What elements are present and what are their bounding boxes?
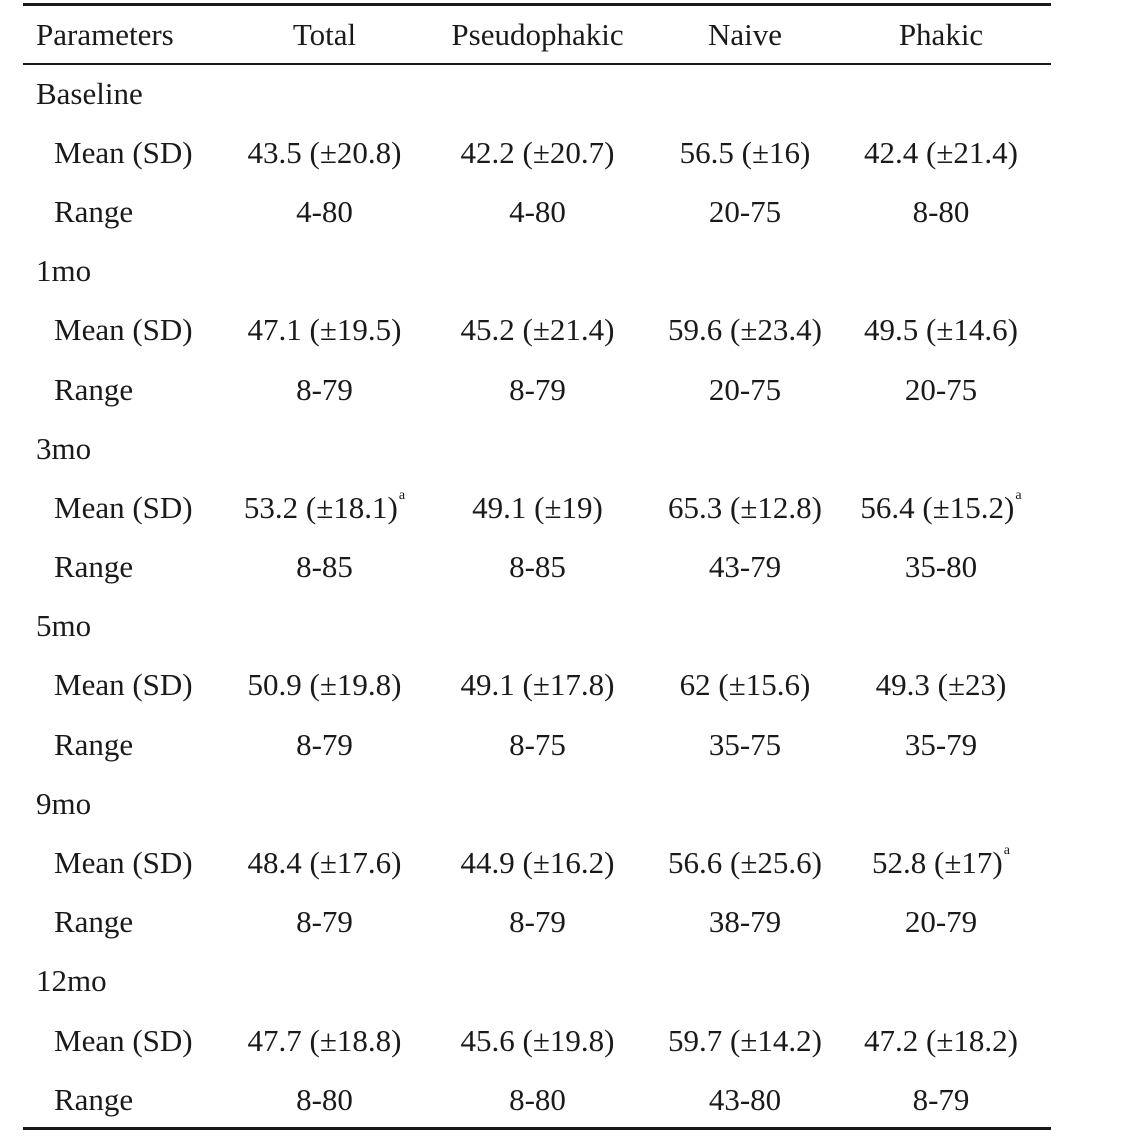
group-row (23, 419, 1051, 478)
mean-cell-phakic (831, 478, 1051, 537)
mean-row-label: Mean (SD) (54, 1022, 193, 1058)
mean-value: 49.1 (±17.8) (460, 667, 615, 703)
group-label: 12mo (36, 963, 107, 999)
range-row (23, 893, 1051, 952)
range-cell-total: 8-79 (296, 371, 353, 407)
mean-value: 49.5 (±14.6) (864, 312, 1018, 348)
mean-row (23, 833, 1051, 892)
mean-value: 44.9 (±16.2) (460, 845, 615, 881)
mean-cell-pseudophakic (416, 123, 659, 182)
range-cell-phakic: 20-75 (904, 371, 978, 407)
mean-value: 56.5 (±16) (679, 134, 811, 170)
range-cell-phakic: 35-79 (904, 726, 978, 762)
mean-value: 49.1 (±19) (472, 489, 603, 525)
mean-cell-phakic (831, 301, 1051, 360)
group-label: 3mo (36, 430, 92, 466)
mean-cell-total (233, 123, 416, 182)
range-cell-pseudophakic: 8-80 (509, 1081, 566, 1117)
range-row (23, 538, 1051, 597)
mean-cell-naive (659, 478, 831, 537)
range-cell-phakic: 8-80 (912, 193, 970, 229)
mean-cell-total (233, 478, 416, 537)
mean-cell-phakic (831, 656, 1051, 715)
mean-value: 53.2 (±18.1) (243, 489, 398, 525)
range-row-label: Range (54, 193, 134, 229)
mean-row-label: Mean (SD) (54, 845, 193, 881)
mean-row (23, 301, 1051, 360)
group-label: 9mo (36, 785, 92, 821)
range-cell-pseudophakic: 8-85 (509, 549, 566, 585)
group-label: 5mo (36, 608, 92, 644)
group-row (23, 774, 1051, 833)
range-cell-pseudophakic: 8-75 (509, 726, 566, 762)
mean-value: 62 (±15.6) (679, 667, 811, 703)
range-cell-phakic: 35-80 (904, 549, 978, 585)
mean-value: 49.3 (±23) (875, 667, 1007, 703)
mean-cell-naive (659, 656, 831, 715)
mean-value: 48.4 (±17.6) (247, 845, 402, 881)
mean-cell-naive (659, 1011, 831, 1070)
mean-cell-total (233, 1011, 416, 1070)
range-cell-naive: 35-75 (708, 726, 782, 762)
column-header-parameters: Parameters (36, 17, 174, 52)
mean-value: 59.6 (±23.4) (668, 312, 822, 348)
column-header-pseudophakic: Pseudophakic (451, 17, 624, 52)
range-row (23, 715, 1051, 774)
group-row (23, 64, 1051, 123)
mean-row-label: Mean (SD) (54, 667, 193, 703)
range-cell-naive: 20-75 (708, 193, 782, 229)
results-table (23, 6, 1051, 1129)
group-row (23, 597, 1051, 656)
range-cell-naive: 38-79 (708, 904, 782, 940)
range-cell-total: 8-80 (296, 1081, 353, 1117)
mean-value: 52.8 (±17) (872, 845, 1003, 881)
mean-cell-pseudophakic (416, 833, 659, 892)
range-cell-pseudophakic: 8-79 (509, 904, 566, 940)
mean-row (23, 123, 1051, 182)
mean-cell-naive (659, 833, 831, 892)
mean-value: 65.3 (±12.8) (668, 489, 822, 525)
range-row-label: Range (54, 904, 134, 940)
mean-value: 45.2 (±21.4) (460, 312, 615, 348)
range-row (23, 1070, 1051, 1129)
range-row (23, 182, 1051, 241)
range-cell-total: 8-79 (296, 904, 353, 940)
mean-cell-pseudophakic (416, 478, 659, 537)
mean-cell-phakic (831, 123, 1051, 182)
mean-cell-total (233, 301, 416, 360)
range-cell-total: 8-85 (296, 549, 353, 585)
range-row (23, 360, 1051, 419)
mean-value: 43.5 (±20.8) (247, 134, 402, 170)
mean-row-label: Mean (SD) (54, 134, 193, 170)
mean-row-label: Mean (SD) (54, 489, 193, 525)
mean-cell-total (233, 833, 416, 892)
range-row-label: Range (54, 371, 134, 407)
mean-cell-pseudophakic (416, 656, 659, 715)
column-header-total: Total (292, 17, 357, 52)
mean-value: 56.6 (±25.6) (668, 845, 822, 881)
mean-value: 42.4 (±21.4) (864, 134, 1018, 170)
range-cell-pseudophakic: 4-80 (509, 193, 566, 229)
significance-footnote-mark: a (1003, 843, 1010, 859)
table-body (23, 64, 1051, 1129)
mean-cell-phakic (831, 1011, 1051, 1070)
mean-row (23, 1011, 1051, 1070)
mean-cell-total (233, 656, 416, 715)
group-row (23, 952, 1051, 1011)
significance-footnote-mark: a (1015, 487, 1022, 503)
range-cell-phakic: 8-79 (912, 1081, 970, 1117)
group-row (23, 242, 1051, 301)
mean-value: 59.7 (±14.2) (668, 1022, 822, 1058)
significance-footnote-mark: a (398, 487, 406, 503)
range-row-label: Range (54, 726, 134, 762)
mean-value: 45.6 (±19.8) (460, 1022, 615, 1058)
mean-row (23, 478, 1051, 537)
column-header-naive: Naive (707, 17, 783, 52)
range-row-label: Range (54, 549, 134, 585)
mean-value: 56.4 (±15.2) (860, 489, 1015, 525)
range-cell-pseudophakic: 8-79 (509, 371, 566, 407)
range-cell-total: 8-79 (296, 726, 353, 762)
range-cell-total: 4-80 (296, 193, 353, 229)
mean-value: 47.1 (±19.5) (247, 312, 402, 348)
mean-cell-naive (659, 301, 831, 360)
range-cell-naive: 43-80 (708, 1081, 782, 1117)
mean-cell-phakic (831, 833, 1051, 892)
mean-cell-pseudophakic (416, 301, 659, 360)
range-row-label: Range (54, 1081, 134, 1117)
range-cell-phakic: 20-79 (904, 904, 978, 940)
range-cell-naive: 20-75 (708, 371, 782, 407)
range-cell-naive: 43-79 (708, 549, 782, 585)
mean-cell-naive (659, 123, 831, 182)
mean-value: 47.2 (±18.2) (864, 1022, 1018, 1058)
mean-value: 50.9 (±19.8) (247, 667, 402, 703)
mean-value: 47.7 (±18.8) (247, 1022, 402, 1058)
mean-cell-pseudophakic (416, 1011, 659, 1070)
column-header-phakic: Phakic (898, 17, 984, 52)
group-label: Baseline (36, 75, 143, 111)
mean-value: 42.2 (±20.7) (460, 134, 615, 170)
mean-row (23, 656, 1051, 715)
mean-row-label: Mean (SD) (54, 312, 193, 348)
group-label: 1mo (36, 253, 92, 289)
header-row (23, 6, 1051, 64)
